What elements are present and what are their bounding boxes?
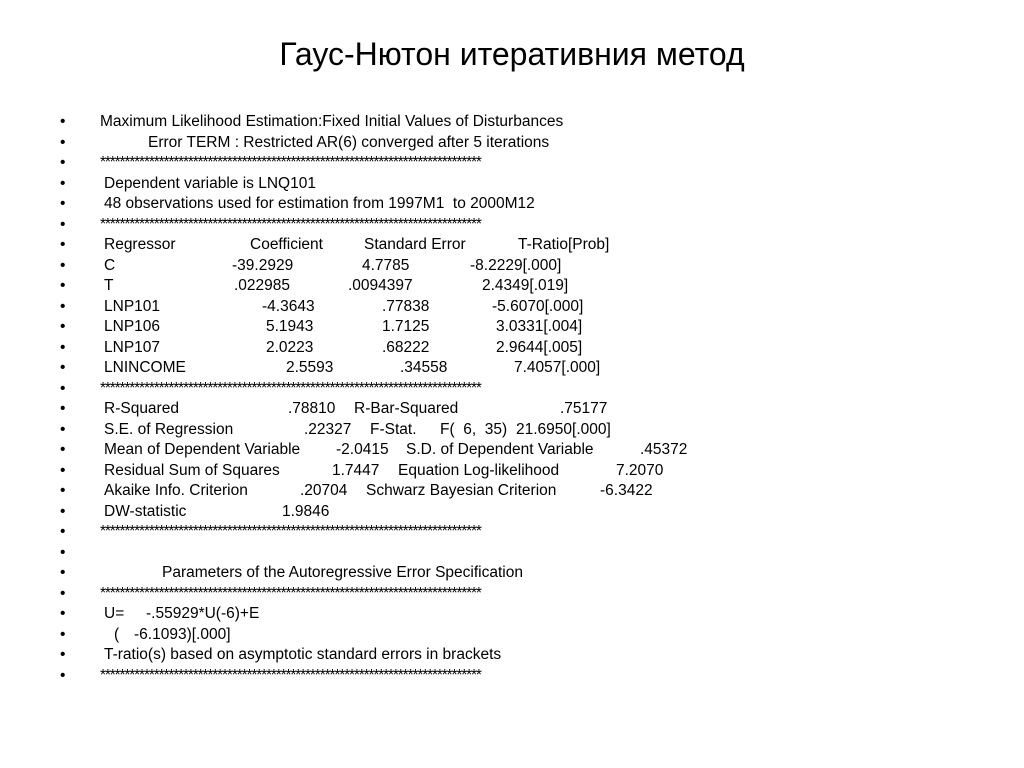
output-text: .68222 xyxy=(382,338,430,356)
output-line xyxy=(0,666,1024,686)
bullet-marker: • xyxy=(60,338,66,356)
output-line xyxy=(0,584,1024,604)
bullet-marker: • xyxy=(60,646,66,663)
output-text: -39.2929 xyxy=(232,256,294,274)
output-text: Schwarz Bayesian Criterion xyxy=(366,482,557,499)
output-text: 2.5593 xyxy=(286,359,334,376)
output-text: 5.1943 xyxy=(266,318,314,335)
output-text: 48 observations used for estimation from 1997M1 to 2000M12 xyxy=(104,195,535,212)
output-text: LNP101 xyxy=(104,297,161,315)
bullet-marker: • xyxy=(60,215,66,233)
output-text: T-ratio(s) based on asymptotic standard errors in brackets xyxy=(104,646,502,663)
output-text: -6.3422 xyxy=(600,482,653,499)
output-text: 21.6950[.000] xyxy=(516,420,611,438)
bullet-marker: • xyxy=(60,256,66,274)
bullet-marker: • xyxy=(60,584,66,602)
output-line xyxy=(0,522,1024,542)
output-text: 4.7785 xyxy=(362,256,410,274)
output-line xyxy=(0,358,1024,378)
bullet-marker: • xyxy=(60,461,66,479)
output-line xyxy=(0,194,1024,214)
output-line xyxy=(0,133,1024,153)
bullet-marker: • xyxy=(60,113,66,130)
slide-title: Гаус-Нютон итеративния метод xyxy=(279,36,745,72)
output-line xyxy=(0,112,1024,132)
bullet-marker: • xyxy=(60,564,66,581)
output-line xyxy=(0,420,1024,440)
bullet-marker: • xyxy=(60,133,66,151)
output-text: S.D. of Dependent Variable xyxy=(406,441,594,458)
output-line xyxy=(0,276,1024,296)
output-text: 7.2070 xyxy=(616,461,664,479)
output-text: Coefficient xyxy=(250,236,323,253)
output-text: .45372 xyxy=(640,441,688,458)
output-line xyxy=(0,440,1024,460)
output-text: LNINCOME xyxy=(104,359,186,376)
bullet-marker: • xyxy=(60,318,66,335)
bullet-marker: • xyxy=(60,420,66,438)
output-text: -6.1093)[.000] xyxy=(134,625,231,643)
output-text: Mean of Dependent Variable xyxy=(104,441,301,458)
output-text: R-Squared xyxy=(104,400,179,417)
output-text: U= xyxy=(104,605,125,622)
output-line xyxy=(0,645,1024,665)
bullet-marker: • xyxy=(60,666,66,684)
output-text: F-Stat. xyxy=(370,420,417,438)
bullet-marker: • xyxy=(60,174,66,192)
bullet-marker: • xyxy=(60,523,66,540)
output-text: 1.9846 xyxy=(282,502,330,520)
output-text: T-Ratio[Prob] xyxy=(518,236,610,253)
output-line xyxy=(0,256,1024,276)
separator-line: ****************************************************************************** xyxy=(100,666,481,684)
output-line xyxy=(0,338,1024,358)
output-text: LNP106 xyxy=(104,318,161,335)
bullet-marker: • xyxy=(60,154,66,171)
output-text: S.E. of Regression xyxy=(104,420,234,438)
output-text: 1.7447 xyxy=(332,461,380,479)
output-text: R-Bar-Squared xyxy=(354,400,459,417)
output-text: -.55929*U(-6)+E xyxy=(146,605,260,622)
output-line xyxy=(0,153,1024,173)
output-line xyxy=(0,379,1024,399)
output-text: Maximum Likelihood Estimation:Fixed Initial Values of Disturbances xyxy=(100,113,564,130)
output-line xyxy=(0,604,1024,624)
separator-line: ****************************************************************************** xyxy=(100,584,481,602)
bullet-marker: • xyxy=(60,625,66,643)
separator-line: ****************************************************************************** xyxy=(100,379,481,397)
output-text: 3.0331[.004] xyxy=(496,318,583,335)
output-text: Dependent variable is LNQ101 xyxy=(104,174,316,192)
separator-line: ****************************************************************************** xyxy=(100,215,481,233)
bullet-marker: • xyxy=(60,605,66,622)
output-text: .78810 xyxy=(288,400,336,417)
output-text: Standard Error xyxy=(364,236,466,253)
output-text: -4.3643 xyxy=(262,297,315,315)
output-line xyxy=(0,215,1024,235)
bullet-marker: • xyxy=(60,441,66,458)
bullet-marker: • xyxy=(60,359,66,376)
output-text: C xyxy=(104,256,116,274)
output-text: T xyxy=(104,277,114,294)
output-line xyxy=(0,235,1024,255)
bullet-marker: • xyxy=(60,482,66,499)
output-text: .0094397 xyxy=(348,277,413,294)
output-line xyxy=(0,174,1024,194)
output-text: 7.4057[.000] xyxy=(514,359,601,376)
output-text: Akaike Info. Criterion xyxy=(104,482,248,499)
output-line xyxy=(0,481,1024,501)
output-text: 1.7125 xyxy=(382,318,430,335)
separator-line: ****************************************************************************** xyxy=(100,154,481,171)
bullet-marker: • xyxy=(60,195,66,212)
output-text: Parameters of the Autoregressive Error Specification xyxy=(162,564,523,581)
output-line xyxy=(0,461,1024,481)
output-line xyxy=(0,297,1024,317)
output-text: -8.2229[.000] xyxy=(470,256,562,274)
output-text: .22327 xyxy=(304,420,352,438)
output-text: F( 6, 35) xyxy=(440,420,508,438)
output-text: .77838 xyxy=(382,297,430,315)
bullet-marker: • xyxy=(60,502,66,520)
output-text: 2.0223 xyxy=(266,338,314,356)
output-text: ( xyxy=(114,625,120,643)
output-text: .34558 xyxy=(400,359,448,376)
output-text: .75177 xyxy=(560,400,608,417)
output-line xyxy=(0,563,1024,583)
output-text: Error TERM : Restricted AR(6) converged after 5 iterations xyxy=(148,133,550,151)
bullet-marker: • xyxy=(60,297,66,315)
output-text: LNP107 xyxy=(104,338,161,356)
output-line xyxy=(0,399,1024,419)
output-line xyxy=(0,317,1024,337)
output-text: -2.0415 xyxy=(336,441,389,458)
output-text: Equation Log-likelihood xyxy=(398,461,560,479)
bullet-marker: • xyxy=(60,379,66,397)
output-text: Residual Sum of Squares xyxy=(104,461,280,479)
output-line xyxy=(0,625,1024,645)
output-text: DW-statistic xyxy=(104,502,187,520)
output-text: Regressor xyxy=(104,236,176,253)
output-line xyxy=(0,502,1024,522)
output-text: -5.6070[.000] xyxy=(492,297,584,315)
bullet-marker: • xyxy=(60,236,66,253)
bullet-marker: • xyxy=(60,277,66,294)
output-text: .20704 xyxy=(300,482,348,499)
bullet-marker: • xyxy=(60,543,66,561)
output-text: 2.4349[.019] xyxy=(482,277,569,294)
output-text: .022985 xyxy=(234,277,291,294)
output-text: 2.9644[.005] xyxy=(496,338,583,356)
separator-line: ****************************************************************************** xyxy=(100,523,481,540)
bullet-marker: • xyxy=(60,400,66,417)
output-line xyxy=(0,543,1024,563)
